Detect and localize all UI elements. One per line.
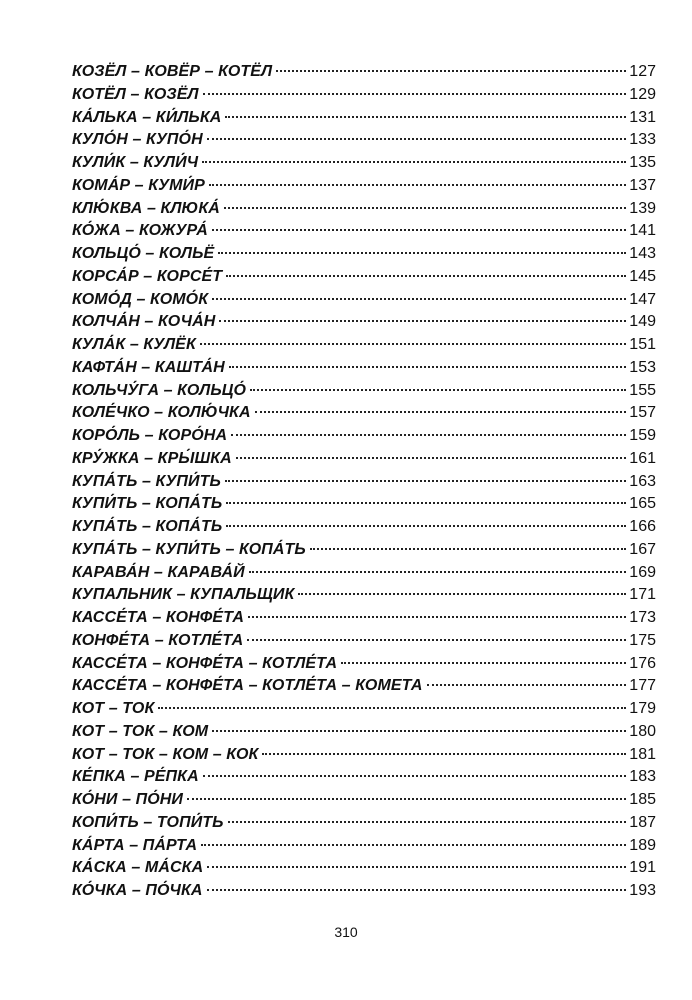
dot-leader xyxy=(310,548,626,550)
toc-entry-page: 169 xyxy=(629,563,656,581)
dot-leader xyxy=(427,684,627,686)
toc-entry-title: КУПИ́ТЬ – КОПА́ТЬ xyxy=(72,495,223,513)
toc-entry-title: КУЛА́К – КУЛЁК xyxy=(72,336,196,353)
toc-entry-title: КОМО́Д – КОМО́К xyxy=(72,290,209,308)
toc-entry-page: 145 xyxy=(629,267,656,285)
toc-entry-title: КОРО́ЛЬ – КОРО́НА xyxy=(72,427,228,444)
dot-leader xyxy=(247,639,626,641)
dot-leader xyxy=(224,207,626,209)
toc-entry-title: КОТ – ТОК xyxy=(72,700,155,717)
toc-entry xyxy=(72,607,656,630)
toc-entry-page: 141 xyxy=(629,222,656,240)
toc-entry xyxy=(72,744,656,767)
toc-entry-page: 166 xyxy=(629,518,656,535)
toc-entry xyxy=(72,107,656,130)
toc-entry-title: КОЛЧА́Н – КОЧА́Н xyxy=(72,313,216,331)
toc-entry xyxy=(72,698,656,721)
toc-entry-title: КУПАЛЬНИК – КУПАЛЬЩИК xyxy=(72,586,295,604)
toc-entry xyxy=(72,334,656,357)
dot-leader xyxy=(249,571,627,573)
dot-leader xyxy=(226,525,626,527)
toc-entry-page: 129 xyxy=(629,85,656,103)
toc-entry-page: 189 xyxy=(629,836,656,854)
toc-entry-page: 133 xyxy=(629,131,656,149)
toc-entry-title: КЛЮ́КВА – КЛЮКА́ xyxy=(72,199,220,217)
toc-entry-page: 175 xyxy=(629,631,656,649)
dot-leader xyxy=(229,366,627,368)
toc-entry-page: 176 xyxy=(629,654,656,672)
toc-entry-page: 143 xyxy=(629,245,656,262)
dot-leader xyxy=(187,798,626,800)
dot-leader xyxy=(207,889,627,891)
toc-entry-page: 177 xyxy=(629,677,656,695)
page-number: 310 xyxy=(334,924,358,940)
dot-leader xyxy=(236,457,626,459)
dot-leader xyxy=(226,502,626,504)
dot-leader xyxy=(203,93,627,95)
dot-leader xyxy=(225,480,626,482)
toc-entry-page: 131 xyxy=(629,108,656,126)
toc-entry-title: КОНФЕ́ТА – КОТЛЕ́ТА xyxy=(72,631,244,649)
toc-entry xyxy=(72,630,656,653)
table-of-contents xyxy=(72,61,656,903)
toc-entry-page: 187 xyxy=(629,813,656,831)
toc-entry xyxy=(72,493,656,516)
toc-entry xyxy=(72,175,656,198)
dot-leader xyxy=(250,389,626,391)
dot-leader xyxy=(203,775,627,777)
toc-entry-title: КО́НИ – ПО́НИ xyxy=(72,791,184,808)
toc-entry xyxy=(72,835,656,858)
toc-entry-page: 139 xyxy=(629,199,656,217)
toc-entry-title: КО́ЧКА – ПО́ЧКА xyxy=(72,882,203,899)
toc-entry-title: КУПА́ТЬ – КУПИ́ТЬ xyxy=(72,472,221,490)
toc-entry xyxy=(72,84,656,107)
dot-leader xyxy=(202,161,626,163)
toc-entry-title: КРУ́ЖКА – КРЫ́ШКА xyxy=(72,449,232,467)
toc-entry-page: 163 xyxy=(629,472,656,490)
toc-entry-page: 137 xyxy=(629,176,656,194)
toc-entry-page: 147 xyxy=(629,290,656,308)
dot-leader xyxy=(276,70,626,72)
toc-entry-title: КА́ЛЬКА – КИ́ЛЬКА xyxy=(72,108,222,126)
toc-entry xyxy=(72,266,656,289)
toc-entry-title: КУЛИ́К – КУЛИ́Ч xyxy=(72,154,199,171)
toc-entry-page: 159 xyxy=(629,427,656,444)
toc-entry xyxy=(72,880,656,903)
dot-leader xyxy=(158,707,626,709)
toc-entry xyxy=(72,380,656,403)
toc-entry-page: 173 xyxy=(629,609,656,626)
dot-leader xyxy=(341,662,626,664)
dot-leader xyxy=(228,821,627,823)
toc-entry-title: КОТЁЛ – КОЗЁЛ xyxy=(72,85,199,103)
toc-entry xyxy=(72,243,656,266)
dot-leader xyxy=(226,275,626,277)
toc-entry-title: КОЛЕ́ЧКО – КОЛЮ́ЧКА xyxy=(72,404,251,422)
toc-entry xyxy=(72,562,656,585)
toc-entry xyxy=(72,653,656,676)
dot-leader xyxy=(207,866,626,868)
toc-entry-title: КАССЕ́ТА – КОНФЕ́ТА – КОТЛЕ́ТА – КОМЕТА xyxy=(72,677,423,695)
toc-entry-page: 191 xyxy=(629,859,656,877)
toc-entry-page: 167 xyxy=(629,540,656,558)
dot-leader xyxy=(255,411,627,413)
toc-entry-title: КАРАВА́Н – КАРАВА́Й xyxy=(72,563,245,581)
toc-entry-page: 185 xyxy=(629,791,656,808)
toc-entry-page: 157 xyxy=(629,404,656,422)
toc-entry xyxy=(72,152,656,175)
toc-entry xyxy=(72,857,656,880)
toc-entry-page: 153 xyxy=(629,358,656,376)
dot-leader xyxy=(212,229,626,231)
toc-entry-page: 161 xyxy=(629,449,656,467)
dot-leader xyxy=(207,138,627,140)
toc-entry-title: КА́СКА – МА́СКА xyxy=(72,859,204,877)
toc-entry-page: 181 xyxy=(629,745,656,763)
toc-entry xyxy=(72,766,656,789)
toc-entry xyxy=(72,789,656,812)
toc-entry xyxy=(72,357,656,380)
toc-entry-page: 151 xyxy=(629,336,656,353)
dot-leader xyxy=(231,434,626,436)
dot-leader xyxy=(298,593,626,595)
toc-entry-title: КУЛО́Н – КУПО́Н xyxy=(72,131,203,149)
toc-entry xyxy=(72,448,656,471)
toc-entry xyxy=(72,812,656,835)
toc-entry-title: КОЛЬЦО́ – КОЛЬЁ xyxy=(72,245,215,262)
toc-entry-title: КОРСА́Р – КОРСЕ́Т xyxy=(72,267,223,285)
toc-entry-title: КОМА́Р – КУМИ́Р xyxy=(72,176,205,194)
toc-entry-title: КО́ЖА – КОЖУРА́ xyxy=(72,222,208,240)
toc-entry-title: КУПА́ТЬ – КОПА́ТЬ xyxy=(72,518,223,535)
toc-entry xyxy=(72,516,656,539)
dot-leader xyxy=(225,116,626,118)
toc-entry-page: 179 xyxy=(629,700,656,717)
toc-entry-title: КАФТА́Н – КАШТА́Н xyxy=(72,358,225,376)
toc-entry-title: КОПИ́ТЬ – ТОПИ́ТЬ xyxy=(72,813,224,831)
toc-entry xyxy=(72,61,656,84)
toc-entry xyxy=(72,198,656,221)
toc-entry xyxy=(72,539,656,562)
dot-leader xyxy=(219,320,626,322)
toc-entry xyxy=(72,311,656,334)
dot-leader xyxy=(200,343,626,345)
toc-entry-title: КА́РТА – ПА́РТА xyxy=(72,836,198,854)
dot-leader xyxy=(218,252,626,254)
toc-entry-page: 165 xyxy=(629,495,656,513)
toc-entry-title: КЕ́ПКА – РЕ́ПКА xyxy=(72,768,199,786)
dot-leader xyxy=(209,184,626,186)
toc-entry-title: КУПА́ТЬ – КУПИ́ТЬ – КОПА́ТЬ xyxy=(72,540,306,558)
toc-entry xyxy=(72,402,656,425)
toc-entry xyxy=(72,425,656,448)
toc-entry-page: 127 xyxy=(629,63,656,80)
toc-entry-page: 171 xyxy=(629,586,656,604)
toc-entry xyxy=(72,721,656,744)
toc-entry xyxy=(72,471,656,494)
toc-entry-title: КОТ – ТОК – КОМ xyxy=(72,722,209,740)
toc-entry-page: 155 xyxy=(629,381,656,399)
toc-entry-page: 193 xyxy=(629,882,656,899)
toc-entry-page: 149 xyxy=(629,313,656,331)
toc-entry xyxy=(72,584,656,607)
toc-entry xyxy=(72,220,656,243)
dot-leader xyxy=(248,616,626,618)
toc-entry-page: 135 xyxy=(629,154,656,171)
toc-entry-title: КАССЕ́ТА – КОНФЕ́ТА – КОТЛЕ́ТА xyxy=(72,654,338,672)
toc-entry-page: 183 xyxy=(629,768,656,786)
dot-leader xyxy=(262,753,626,755)
toc-entry-page: 180 xyxy=(629,722,656,740)
toc-entry-title: КОТ – ТОК – КОМ – КОК xyxy=(72,745,259,763)
toc-entry xyxy=(72,129,656,152)
toc-entry-title: КАССЕ́ТА – КОНФЕ́ТА xyxy=(72,609,245,626)
dot-leader xyxy=(212,730,626,732)
toc-entry-title: КОЗЁЛ – КОВЁР – КОТЁЛ xyxy=(72,63,273,80)
toc-entry xyxy=(72,289,656,312)
toc-entry xyxy=(72,675,656,698)
toc-entry-title: КОЛЬЧУ́ГА – КОЛЬЦО́ xyxy=(72,381,247,399)
dot-leader xyxy=(212,298,626,300)
dot-leader xyxy=(201,844,626,846)
